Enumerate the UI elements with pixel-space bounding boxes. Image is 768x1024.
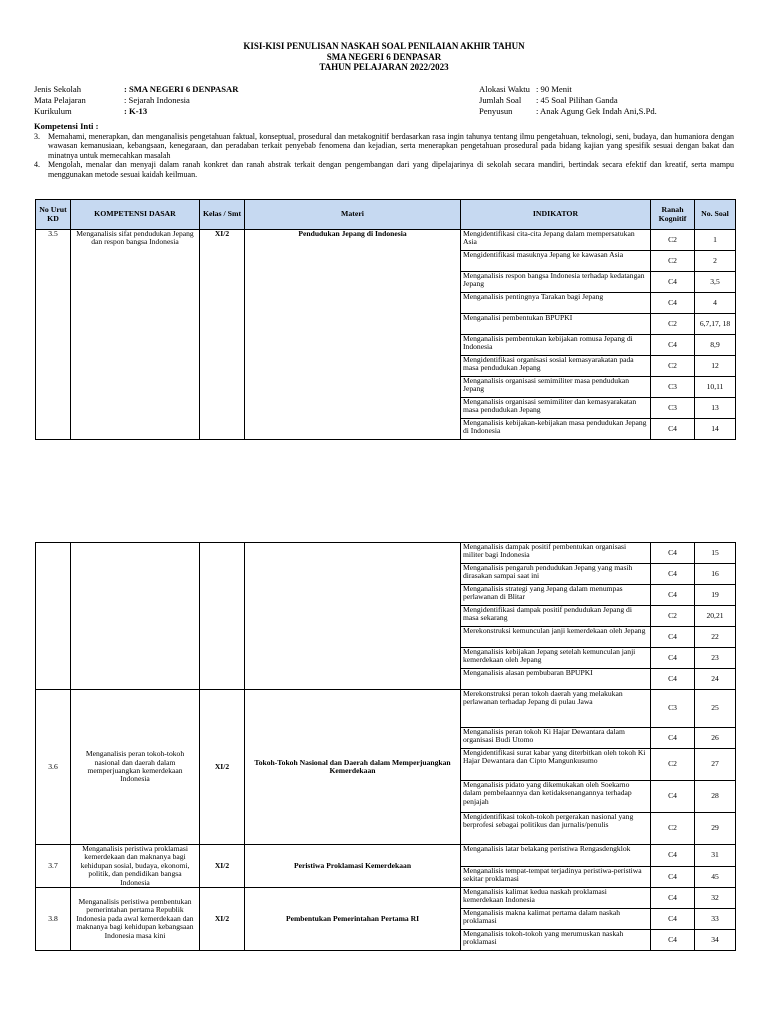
indikator: Mengidentifikasi tokoh-tokoh pergerakan nasional yang berprofesi sebagai politikus dan jurnalis/penulis [461, 813, 651, 845]
info-label: Jenis Sekolah [34, 84, 82, 94]
info-label: Jumlah Soal [479, 95, 522, 105]
kisi-kisi-table-1 [35, 199, 736, 440]
table-row [36, 230, 736, 251]
header-title: KISI-KISI PENULISAN NASKAH SOAL PENILAIAN AKHIR TAHUN [243, 41, 525, 51]
table-row [36, 888, 736, 909]
info-value: : SMA NEGERI 6 DENPASAR [124, 84, 239, 94]
ranah-kognitif: C3 [651, 377, 695, 398]
ranah-kognitif: C4 [651, 419, 695, 440]
indikator: Menganalisis kebijakan-kebijakan masa pendudukan Jepang di Indonesia [461, 419, 651, 440]
kelas-smt: XI/2 [200, 845, 245, 888]
ranah-kognitif: C2 [651, 813, 695, 845]
kd-text: Menganalisis sifat pendudukan Jepang dan respon bangsa Indonesia [71, 230, 200, 440]
no-soal: 34 [695, 930, 736, 951]
ranah-kognitif: C2 [651, 356, 695, 377]
no-soal: 23 [695, 648, 736, 669]
ranah-kognitif: C3 [651, 398, 695, 419]
no-soal: 19 [695, 585, 736, 606]
no-soal: 2 [695, 251, 736, 272]
kompetensi-inti-title: Kompetensi Inti : [34, 121, 99, 131]
indikator: Mengidentifikasi surat kabar yang diterbitkan oleh tokoh Ki Hajar Dewantara dan Cipto Mangunkusumo [461, 749, 651, 781]
indikator: Menganalisis organisasi semimiliter dan kemasyarakatan masa pendudukan Jepang [461, 398, 651, 419]
info-value: : Anak Agung Gek Indah Ani,S.Pd. [536, 106, 657, 116]
kd-text: Menganalisis peristiwa proklamasi kemerdekaan dan maknanya bagi kehidupan sosial, budaya, ekonomi, politik, dan pendidikan bangsa Indonesia [71, 845, 200, 888]
info-row [34, 84, 238, 95]
kd-number: 3.5 [36, 230, 71, 440]
info-left [34, 84, 238, 117]
info-row [479, 95, 657, 106]
kelas-smt: XI/2 [200, 888, 245, 951]
ranah-kognitif: C4 [651, 272, 695, 293]
no-soal: 20,21 [695, 606, 736, 627]
col-header-ranah: Ranah Kognitif [651, 200, 695, 230]
ki-text: Mengolah, menalar dan menyaji dalam ranah konkret dan ranah abstrak terkait dengan pengembangan dari yang dipelajarinya di sekolah secara mandiri, bertindak secara efektif dan kreatif, serta mampu menggunakan metode sesuai kaidah keilmuan. [48, 160, 734, 179]
kd-number: 3.6 [36, 690, 71, 845]
indikator: Menganalisis organisasi semimiliter masa pendudukan Jepang [461, 377, 651, 398]
no-soal: 3,5 [695, 272, 736, 293]
ranah-kognitif: C2 [651, 749, 695, 781]
no-soal: 45 [695, 866, 736, 888]
no-soal: 27 [695, 749, 736, 781]
materi [245, 543, 461, 690]
info-right [479, 84, 657, 117]
no-soal: 13 [695, 398, 736, 419]
indikator: Menganalisis respon bangsa Indonesia terhadap kedatangan Jepang [461, 272, 651, 293]
ki-number: 3. [34, 131, 40, 141]
no-soal: 33 [695, 909, 736, 930]
indikator: Mengidentifikasi masuknya Jepang ke kawasan Asia [461, 251, 651, 272]
ranah-kognitif: C4 [651, 543, 695, 564]
col-header-no-urut: No Urut KD [36, 200, 71, 230]
ranah-kognitif: C4 [651, 564, 695, 585]
no-soal: 28 [695, 781, 736, 813]
ranah-kognitif: C4 [651, 627, 695, 648]
info-label: Penyusun [479, 106, 513, 116]
kelas-smt: XI/2 [200, 230, 245, 440]
info-value: : K-13 [124, 106, 148, 116]
indikator: Menganalisis tokoh-tokoh yang merumuskan naskah proklamasi [461, 930, 651, 951]
indikator: Menganalisis pengaruh pendudukan Jepang yang masih dirasakan sampai saat ini [461, 564, 651, 585]
indikator: Menganalisis dampak positif pembentukan organisasi militer bagi Indonesia [461, 543, 651, 564]
ranah-kognitif: C4 [651, 669, 695, 690]
indikator: Menganalisis alasan pembubaran BPUPKI [461, 669, 651, 690]
materi: Peristiwa Proklamasi Kemerdekaan [245, 845, 461, 888]
indikator: Menganalisis pentingnya Tarakan bagi Jepang [461, 293, 651, 314]
ranah-kognitif: C4 [651, 845, 695, 867]
indikator: Menganalisis latar belakang peristiwa Rengasdengklok [461, 845, 651, 867]
no-soal: 12 [695, 356, 736, 377]
ranah-kognitif: C3 [651, 690, 695, 728]
info-row [34, 106, 238, 117]
kompetensi-inti-item [34, 132, 734, 161]
indikator: Menganalisis pembentukan kebijakan romusa Jepang di Indonesia [461, 335, 651, 356]
materi: Pendudukan Jepang di Indonesia [245, 230, 461, 440]
no-soal: 15 [695, 543, 736, 564]
materi: Tokoh-Tokoh Nasional dan Daerah dalam Memperjuangkan Kemerdekaan [245, 690, 461, 845]
ranah-kognitif: C4 [651, 648, 695, 669]
kd-number: 3.7 [36, 845, 71, 888]
col-header-materi: Materi [245, 200, 461, 230]
ranah-kognitif: C4 [651, 728, 695, 749]
col-header-indikator: INDIKATOR [461, 200, 651, 230]
info-label: Alokasi Waktu [479, 84, 530, 94]
col-header-kd: KOMPETENSI DASAR [71, 200, 200, 230]
indikator: Mengidentifikasi organisasi sosial kemasyarakatan pada masa pendudukan Jepang [461, 356, 651, 377]
kd-number: 3.8 [36, 888, 71, 951]
header-school: SMA NEGERI 6 DENPASAR [326, 51, 442, 62]
table-row [36, 543, 736, 564]
kelas-smt: XI/2 [200, 690, 245, 845]
ranah-kognitif: C4 [651, 781, 695, 813]
table-header-row [36, 200, 736, 230]
ranah-kognitif: C4 [651, 866, 695, 888]
header-year: TAHUN PELAJARAN 2022/2023 [319, 62, 449, 72]
no-soal: 29 [695, 813, 736, 845]
indikator: Menganalisis makna kalimat pertama dalam naskah proklamasi [461, 909, 651, 930]
table-row [36, 845, 736, 867]
indikator: Menganalisis peran tokoh Ki Hajar Dewantara dalam organisasi Budi Utomo [461, 728, 651, 749]
no-soal: 31 [695, 845, 736, 867]
info-row [479, 106, 657, 117]
kd-number [36, 543, 71, 690]
ranah-kognitif: C4 [651, 335, 695, 356]
indikator: Merekonstruksi kemunculan janji kemerdekaan oleh Jepang [461, 627, 651, 648]
no-soal: 32 [695, 888, 736, 909]
no-soal: 26 [695, 728, 736, 749]
ranah-kognitif: C4 [651, 909, 695, 930]
indikator: Menganalisis pidato yang dikemukakan oleh Soekarno dalam pembelaannya dan ketidaksenangannya terhadap penjajah [461, 781, 651, 813]
kelas-smt [200, 543, 245, 690]
kompetensi-inti-item [34, 160, 734, 179]
ranah-kognitif: C2 [651, 251, 695, 272]
no-soal: 8,9 [695, 335, 736, 356]
document-header [0, 41, 768, 73]
kompetensi-inti [34, 122, 734, 180]
no-soal: 22 [695, 627, 736, 648]
info-value: : 45 Soal Pilihan Ganda [536, 95, 618, 105]
info-value: : Sejarah Indonesia [124, 95, 190, 105]
info-label: Mata Pelajaran [34, 95, 86, 105]
kd-text [71, 543, 200, 690]
kd-text: Menganalisis peristiwa pembentukan pemerintahan pertama Republik Indonesia pada awal kemerdekaan dan maknanya bagi kehidupan kebangsaan Indonesia masa kini [71, 888, 200, 951]
col-header-no-soal: No. Soal [695, 200, 736, 230]
ranah-kognitif: C4 [651, 585, 695, 606]
no-soal: 4 [695, 293, 736, 314]
ranah-kognitif: C2 [651, 230, 695, 251]
info-value: : 90 Menit [536, 84, 572, 94]
no-soal: 16 [695, 564, 736, 585]
no-soal: 14 [695, 419, 736, 440]
indikator: Menganalisis strategi yang Jepang dalam menumpas perlawanan di Blitar [461, 585, 651, 606]
ki-number: 4. [34, 160, 40, 170]
ranah-kognitif: C4 [651, 888, 695, 909]
no-soal: 1 [695, 230, 736, 251]
ranah-kognitif: C2 [651, 314, 695, 335]
ranah-kognitif: C4 [651, 293, 695, 314]
indikator: Merekonstruksi peran tokoh daerah yang melakukan perlawanan terhadap Jepang di pulau Jawa [461, 690, 651, 728]
no-soal: 25 [695, 690, 736, 728]
indikator: Menganalisis kebijakan Jepang setelah kemunculan janji kemerdekaan oleh Jepang [461, 648, 651, 669]
no-soal: 6,7,17, 18 [695, 314, 736, 335]
indikator: Menganalisis tempat-tempat terjadinya peristiwa-peristiwa sekitar proklamasi [461, 866, 651, 888]
indikator: Menganalisi pembentukan BPUPKI [461, 314, 651, 335]
no-soal: 24 [695, 669, 736, 690]
kisi-kisi-table-2 [35, 542, 736, 951]
info-label: Kurikulum [34, 106, 72, 116]
ranah-kognitif: C4 [651, 930, 695, 951]
col-header-kelas: Kelas / Smt [200, 200, 245, 230]
ki-text: Memahami, menerapkan, dan menganalisis pengetahuan faktual, konseptual, prosedural dan metakognitif berdasarkan rasa ingin tahunya tentang ilmu pengetahuan, teknologi, seni, budaya, dan humaniora dengan wawasan kemanusiaan, kebangsaan, kenegaraan, dan peradaban terkait penyebab fenomena dan kejadian, serta menerapkan pengetahuan prosedural pada bidang kajian yang spesifik sesuai dengan bakat dan minatnya untuk memecahkan masalah [48, 131, 734, 160]
materi: Pembentukan Pemerintahan Pertama RI [245, 888, 461, 951]
info-row [34, 95, 238, 106]
ranah-kognitif: C2 [651, 606, 695, 627]
indikator: Menganalisis kalimat kedua naskah proklamasi kemerdekaan Indonesia [461, 888, 651, 909]
info-row [479, 84, 657, 95]
no-soal: 10,11 [695, 377, 736, 398]
kd-text: Menganalisis peran tokoh-tokoh nasional dan daerah dalam memperjuangkan kemerdekaan Indonesia [71, 690, 200, 845]
indikator: Mengidentifikasi dampak positif pendudukan Jepang di masa sekarang [461, 606, 651, 627]
indikator: Mengidentifikasi cita-cita Jepang dalam mempersatukan Asia [461, 230, 651, 251]
table-row [36, 690, 736, 728]
